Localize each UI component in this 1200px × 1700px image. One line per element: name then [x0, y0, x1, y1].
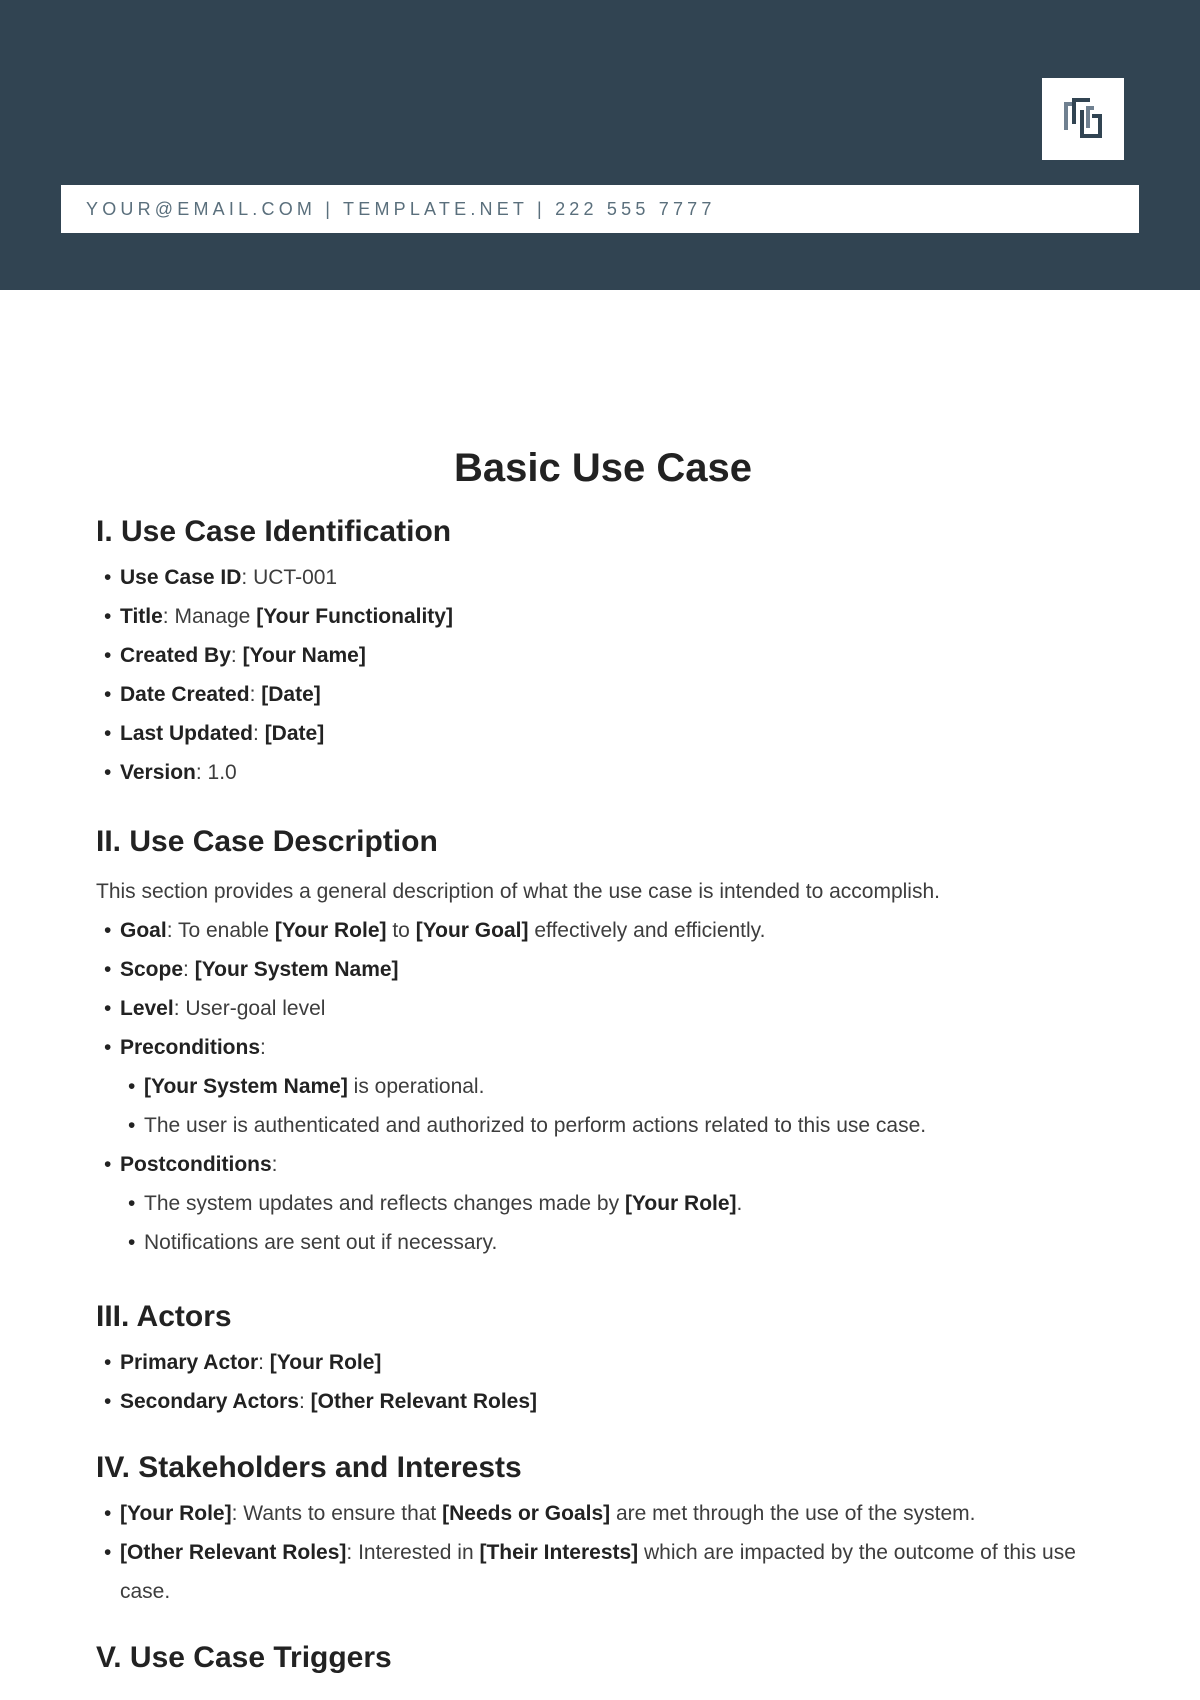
item-text: effectively and efficiently. [528, 919, 766, 942]
logo [1042, 78, 1124, 160]
item-text: Notifications are sent out if necessary. [144, 1231, 498, 1254]
item-separator: : [230, 644, 243, 667]
item-separator: : [258, 1351, 270, 1374]
item-label: Use Case ID [120, 566, 242, 589]
list-item [96, 1382, 1106, 1421]
item-label: Version [120, 761, 196, 784]
item-text: The system updates and reflects changes made by [144, 1192, 625, 1215]
item-placeholder: [Needs or Goals] [442, 1502, 611, 1525]
item-label: Secondary Actors [120, 1390, 299, 1413]
list-item [96, 558, 1106, 597]
item-placeholder: [Other Relevant Roles] [310, 1390, 538, 1413]
description-intro: This section provides a general description of what the use case is intended to accomplish. [96, 880, 940, 903]
item-text: Wants to ensure that [243, 1502, 443, 1525]
list-item [96, 1533, 1106, 1611]
item-label: Last Updated [120, 722, 254, 745]
list-item [96, 675, 1106, 714]
section-heading-identification: I. Use Case Identification [96, 515, 452, 548]
item-value: UCT-001 [253, 566, 338, 589]
item-placeholder: [Date] [264, 722, 325, 745]
list-item-level [96, 989, 1106, 1028]
item-placeholder: [Your Functionality] [256, 605, 453, 628]
item-label: [Your Role] [120, 1502, 232, 1525]
item-separator: : [346, 1541, 359, 1564]
item-placeholder: [Your Role] [624, 1192, 737, 1215]
item-label: Title [120, 605, 163, 628]
section-heading-triggers: V. Use Case Triggers [96, 1641, 392, 1674]
sub-list-item [96, 1106, 1106, 1145]
section-heading-description: II. Use Case Description [96, 825, 438, 858]
item-separator: : [260, 1036, 266, 1059]
item-text: To enable [177, 919, 275, 942]
item-separator: : [195, 761, 208, 784]
item-text: . [736, 1192, 743, 1215]
item-separator: : [183, 958, 195, 981]
item-value: Manage [174, 605, 257, 628]
list-item-scope [96, 950, 1106, 989]
item-text: which are impacted by the outcome of this use case. [120, 1541, 1076, 1603]
item-separator: : [249, 683, 262, 706]
item-value: User-goal level [185, 997, 326, 1020]
item-label: Scope [120, 958, 184, 981]
item-separator: : [253, 722, 265, 745]
list-item [96, 714, 1106, 753]
item-placeholder: [Your Name] [242, 644, 366, 667]
contact-info: YOUR@EMAIL.COM | TEMPLATE.NET | 222 555 7777 [86, 198, 716, 219]
item-label: Goal [120, 919, 167, 942]
list-item-goal [96, 911, 1106, 950]
item-placeholder: [Your System Name] [144, 1075, 348, 1098]
item-text: is operational. [347, 1075, 485, 1098]
section-heading-stakeholders: IV. Stakeholders and Interests [96, 1451, 522, 1484]
sub-list-item [96, 1223, 1106, 1262]
item-text: are met through the use of the system. [610, 1502, 976, 1525]
item-placeholder: [Your Role] [274, 919, 387, 942]
sub-list-item [96, 1184, 1106, 1223]
item-text: Interested in [358, 1541, 480, 1564]
item-placeholder: [Date] [261, 683, 321, 706]
item-separator: : [241, 566, 254, 589]
item-label: Primary Actor [120, 1351, 259, 1374]
item-label: Created By [120, 644, 231, 667]
actors-list [96, 1343, 1106, 1421]
contact-bar [61, 185, 1139, 233]
item-label: Postconditions [120, 1153, 272, 1176]
item-label: Date Created [120, 683, 250, 706]
stakeholders-list [96, 1494, 1106, 1611]
item-label: Level [120, 997, 174, 1020]
list-item [96, 1343, 1106, 1382]
document-body [96, 430, 1106, 1684]
list-item-preconditions [96, 1028, 1106, 1067]
identification-list [96, 558, 1106, 792]
list-item [96, 636, 1106, 675]
item-text: The user is authenticated and authorized to perform actions related to this use case. [144, 1114, 927, 1137]
item-separator: : [166, 919, 178, 942]
list-item [96, 1494, 1106, 1533]
item-separator: : [173, 997, 186, 1020]
template-logo-icon [1060, 96, 1106, 142]
item-separator: : [162, 605, 175, 628]
item-text: to [386, 919, 416, 942]
item-separator: : [231, 1502, 244, 1525]
sub-list-item [96, 1067, 1106, 1106]
item-separator: : [298, 1390, 311, 1413]
item-separator: : [271, 1153, 278, 1176]
item-placeholder: [Your System Name] [194, 958, 399, 981]
list-item [96, 753, 1106, 792]
section-heading-actors: III. Actors [96, 1300, 232, 1333]
description-list [96, 911, 1106, 1262]
header-banner [0, 0, 1200, 290]
list-item [96, 597, 1106, 636]
item-label: [Other Relevant Roles] [120, 1541, 347, 1564]
document-title: Basic Use Case [454, 446, 752, 490]
item-placeholder: [Your Goal] [415, 919, 529, 942]
item-value: 1.0 [207, 761, 237, 784]
item-label: Preconditions [120, 1036, 261, 1059]
item-placeholder: [Your Role] [269, 1351, 382, 1374]
list-item-postconditions [96, 1145, 1106, 1184]
item-placeholder: [Their Interests] [479, 1541, 639, 1564]
